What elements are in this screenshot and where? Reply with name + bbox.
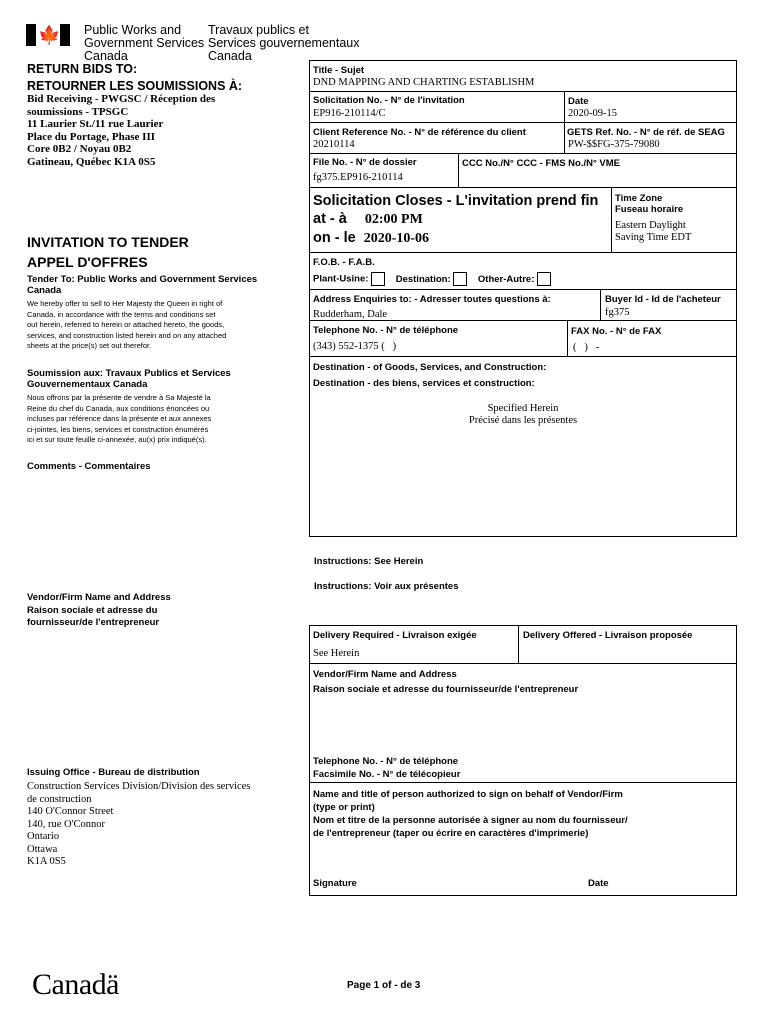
instructions-fr: Instructions: Voir aux présentes: [314, 581, 459, 592]
vendor-facsimile-label: Facsimile No. - N° de télécopieur: [313, 768, 461, 780]
authorized-person: [313, 788, 628, 840]
tz-value-line: Saving Time EDT: [615, 232, 692, 243]
authorized-line: de l'entrepreneur (taper ou écrire en caractères d'imprimerie): [313, 828, 589, 839]
divider: [564, 91, 565, 153]
other-checkbox[interactable]: [537, 272, 551, 286]
soumission-text-line: ci-jointes, les biens, services et construction énumérés: [27, 424, 209, 434]
fob-label: F.O.B. - F.A.B.: [313, 257, 375, 268]
specified-herein: [309, 403, 737, 427]
timezone-label: [615, 193, 683, 215]
timezone-value: [615, 220, 691, 244]
return-bids-heading: [27, 62, 242, 93]
file-label: File No. - N° de dossier: [313, 157, 417, 168]
dept-name-en: [84, 24, 204, 63]
divider: [309, 289, 737, 290]
tender-text-line: out herein, referred to herein or attached hereto, the goods,: [27, 320, 225, 329]
divider: [309, 122, 737, 123]
canada-wordmark: Canadä: [32, 968, 119, 1001]
tz-label-line: Time Zone: [615, 193, 663, 204]
address-line: Gatineau, Québec K1A 0S5: [27, 155, 156, 168]
soumission-line: Soumission aux: Travaux Publics et Services: [27, 368, 231, 379]
destination-label: Destination:: [395, 273, 451, 285]
vendor-label-line: fournisseur/de l'entrepreneur: [27, 617, 160, 628]
client-ref-label: Client Reference No. - N° de référence du client: [313, 127, 526, 138]
divider: [611, 187, 612, 252]
plant-checkbox[interactable]: [371, 272, 385, 286]
issuing-line: Construction Services Division/Division des services: [27, 781, 251, 792]
tender-text-line: sheets at the price(s) set out therefor.: [27, 341, 152, 350]
address-enquiries-label: Address Enquiries to: - Adresser toutes questions à:: [313, 294, 551, 305]
date-value: 2020-09-15: [568, 108, 617, 119]
other-label: Other-Autre:: [477, 273, 535, 285]
signature-label: Signature: [313, 878, 357, 889]
destination-goods-fr: Destination - des biens, services et construction:: [313, 378, 535, 389]
telephone-value: (343) 552-1375 ( ): [313, 341, 397, 352]
dept-name-fr: [208, 24, 359, 63]
issuing-line: Ontario: [27, 831, 60, 842]
issuing-line: Ottawa: [27, 843, 58, 855]
vendor-telephone-label: Telephone No. - N° de téléphone: [313, 756, 459, 767]
divider: [458, 153, 459, 187]
issuing-office-label: Issuing Office - Bureau de distribution: [27, 767, 200, 778]
tz-value-line: Eastern Daylight: [615, 220, 686, 231]
plant-label: Plant-Usine:: [313, 273, 369, 285]
authorized-line: Name and title of person authorized to sign on behalf of Vendor/Firm: [313, 789, 623, 800]
divider: [518, 625, 519, 663]
gets-value: PW-$$FG-375-79080: [568, 139, 660, 150]
divider: [600, 289, 601, 320]
client-ref-value: 20210114: [313, 139, 355, 150]
soumission-text-line: Reine du chef du Canada, aux conditions énoncées ou: [27, 403, 210, 413]
specified-en: Specified Herein: [487, 403, 559, 414]
address-line: Bid Receiving - PWGSC / Réception des: [27, 93, 216, 105]
gets-label: GETS Ref. No. - N° de réf. de SEAG: [567, 127, 725, 138]
fax-value: ( ) -: [573, 342, 600, 353]
delivery-required-value: See Herein: [313, 648, 360, 659]
issuing-address: [27, 781, 250, 869]
tender-to: [27, 274, 257, 296]
address-line: 11 Laurier St./11 rue Laurier: [27, 118, 164, 130]
return-en: RETURN BIDS TO:: [27, 62, 138, 76]
issuing-line: 140 O'Connor Street: [27, 806, 114, 817]
dept-en-line: Canada: [84, 49, 128, 63]
fax-label: FAX No. - N° de FAX: [571, 326, 662, 337]
comments-label: Comments - Commentaires: [27, 461, 151, 472]
buyer-label: Buyer Id - Id de l'acheteur: [605, 294, 721, 305]
closes-on: [313, 229, 429, 248]
vendor-name-address: [313, 667, 578, 697]
soumission-text-line: Nous offrons par la présente de vendre à Sa Majesté la: [27, 393, 211, 402]
address-line: Core 0B2 / Noyau 0B2: [27, 143, 132, 155]
address-enquiries-value: Rudderham, Dale: [313, 309, 388, 320]
at-value: 02:00 PM: [364, 212, 423, 227]
specified-fr: Précisé dans les présentes: [468, 415, 578, 426]
title-value: DND MAPPING AND CHARTING ESTABLISHM: [313, 77, 535, 88]
soumission-text-line: ici et sur toute feuille ci-annexée, au(x) prix indiqué(s).: [27, 435, 207, 444]
dept-fr-line: Canada: [208, 49, 252, 63]
divider: [309, 153, 737, 154]
return-fr: RETOURNER LES SOUMISSIONS À:: [27, 79, 243, 93]
soumission-aux: [27, 368, 231, 390]
on-value: 2020-10-06: [363, 231, 430, 246]
date-label: Date: [568, 96, 589, 107]
vendor-label-left: [27, 592, 171, 630]
divider: [309, 356, 737, 357]
issuing-line: de construction: [27, 793, 92, 805]
tender-text-line: Canada, in accordance with the terms and conditions set: [27, 309, 216, 319]
vendor-label-line: Raison sociale et adresse du: [27, 604, 158, 616]
authorized-line: Nom et titre de la personne autorisée à signer au nom du fournisseur/: [313, 815, 628, 826]
issuing-line: K1A 0S5: [27, 856, 66, 867]
tender-to-line: Tender To: Public Works and Government Services: [27, 274, 258, 285]
divider: [567, 320, 568, 356]
delivery-required-label: Delivery Required - Livraison exigée: [313, 630, 477, 641]
address-line: Place du Portage, Phase III: [27, 130, 156, 143]
invitation-en: INVITATION TO TENDER: [27, 234, 189, 250]
solicitation-label: Solicitation No. - N° de l'invitation: [313, 95, 465, 106]
dept-fr-line: Travaux publics et: [208, 23, 309, 37]
vendor-fr: Raison sociale et adresse du fournisseur/de l'entrepreneur: [313, 684, 579, 695]
divider: [309, 187, 737, 188]
at-label: at - à: [313, 211, 347, 227]
date-signature-label: Date: [588, 878, 609, 889]
tz-label-line: Fuseau horaire: [615, 204, 684, 215]
tender-to-line: Canada: [27, 285, 62, 296]
fob-options: [313, 272, 551, 286]
dept-fr-line: Services gouvernementaux: [208, 36, 360, 50]
soumission-text-line: incluses par référence dans la présente et aux annexes: [27, 414, 212, 423]
tender-text: [27, 299, 226, 352]
tender-text-line: We hereby offer to sell to Her Majesty the Queen in right of: [27, 299, 223, 308]
issuing-line: 140, rue O'Connor: [27, 818, 106, 830]
delivery-offered-label: Delivery Offered - Livraison proposée: [523, 630, 693, 641]
tender-text-line: services, and construction listed herein and on any attached: [27, 330, 227, 340]
divider: [309, 782, 737, 783]
return-address: [27, 93, 215, 168]
closes-at: [313, 210, 423, 229]
vendor-contact: [313, 756, 460, 781]
closes-label: Solicitation Closes - L'invitation prend fin: [313, 193, 599, 209]
destination-goods: [313, 360, 546, 392]
destination-goods-en: Destination - of Goods, Services, and Construction:: [313, 362, 547, 373]
ccc-label: CCC No./N° CCC - FMS No./N° VME: [462, 158, 621, 169]
buyer-value: fg375: [605, 307, 630, 318]
maple-leaf-icon: 🍁: [38, 25, 61, 45]
divider: [309, 91, 737, 92]
soumission-line: Gouvernementaux Canada: [27, 379, 148, 390]
dept-en-line: Public Works and: [84, 23, 182, 37]
dept-en-line: Government Services: [84, 36, 205, 50]
vendor-label-line: Vendor/Firm Name and Address: [27, 592, 171, 603]
soumission-text: [27, 393, 211, 446]
address-line: soumissions - TPSGC: [27, 105, 129, 118]
destination-checkbox[interactable]: [453, 272, 467, 286]
instructions-en: Instructions: See Herein: [314, 556, 424, 567]
divider: [309, 663, 737, 664]
file-value: fg375.EP916-210114: [313, 172, 403, 183]
telephone-label: Telephone No. - N° de téléphone: [313, 325, 459, 336]
invitation-fr: APPEL D'OFFRES: [27, 254, 148, 270]
title-label: Title - Sujet: [313, 65, 365, 76]
on-label: on - le: [313, 230, 356, 246]
invitation-heading: [27, 232, 189, 272]
authorized-line: (type or print): [313, 802, 375, 813]
divider: [309, 252, 737, 253]
vendor-en: Vendor/Firm Name and Address: [313, 669, 457, 680]
canada-flag-icon: [26, 24, 70, 46]
page-number: Page 1 of - de 3: [347, 980, 421, 991]
solicitation-value: EP916-210114/C: [313, 108, 386, 119]
